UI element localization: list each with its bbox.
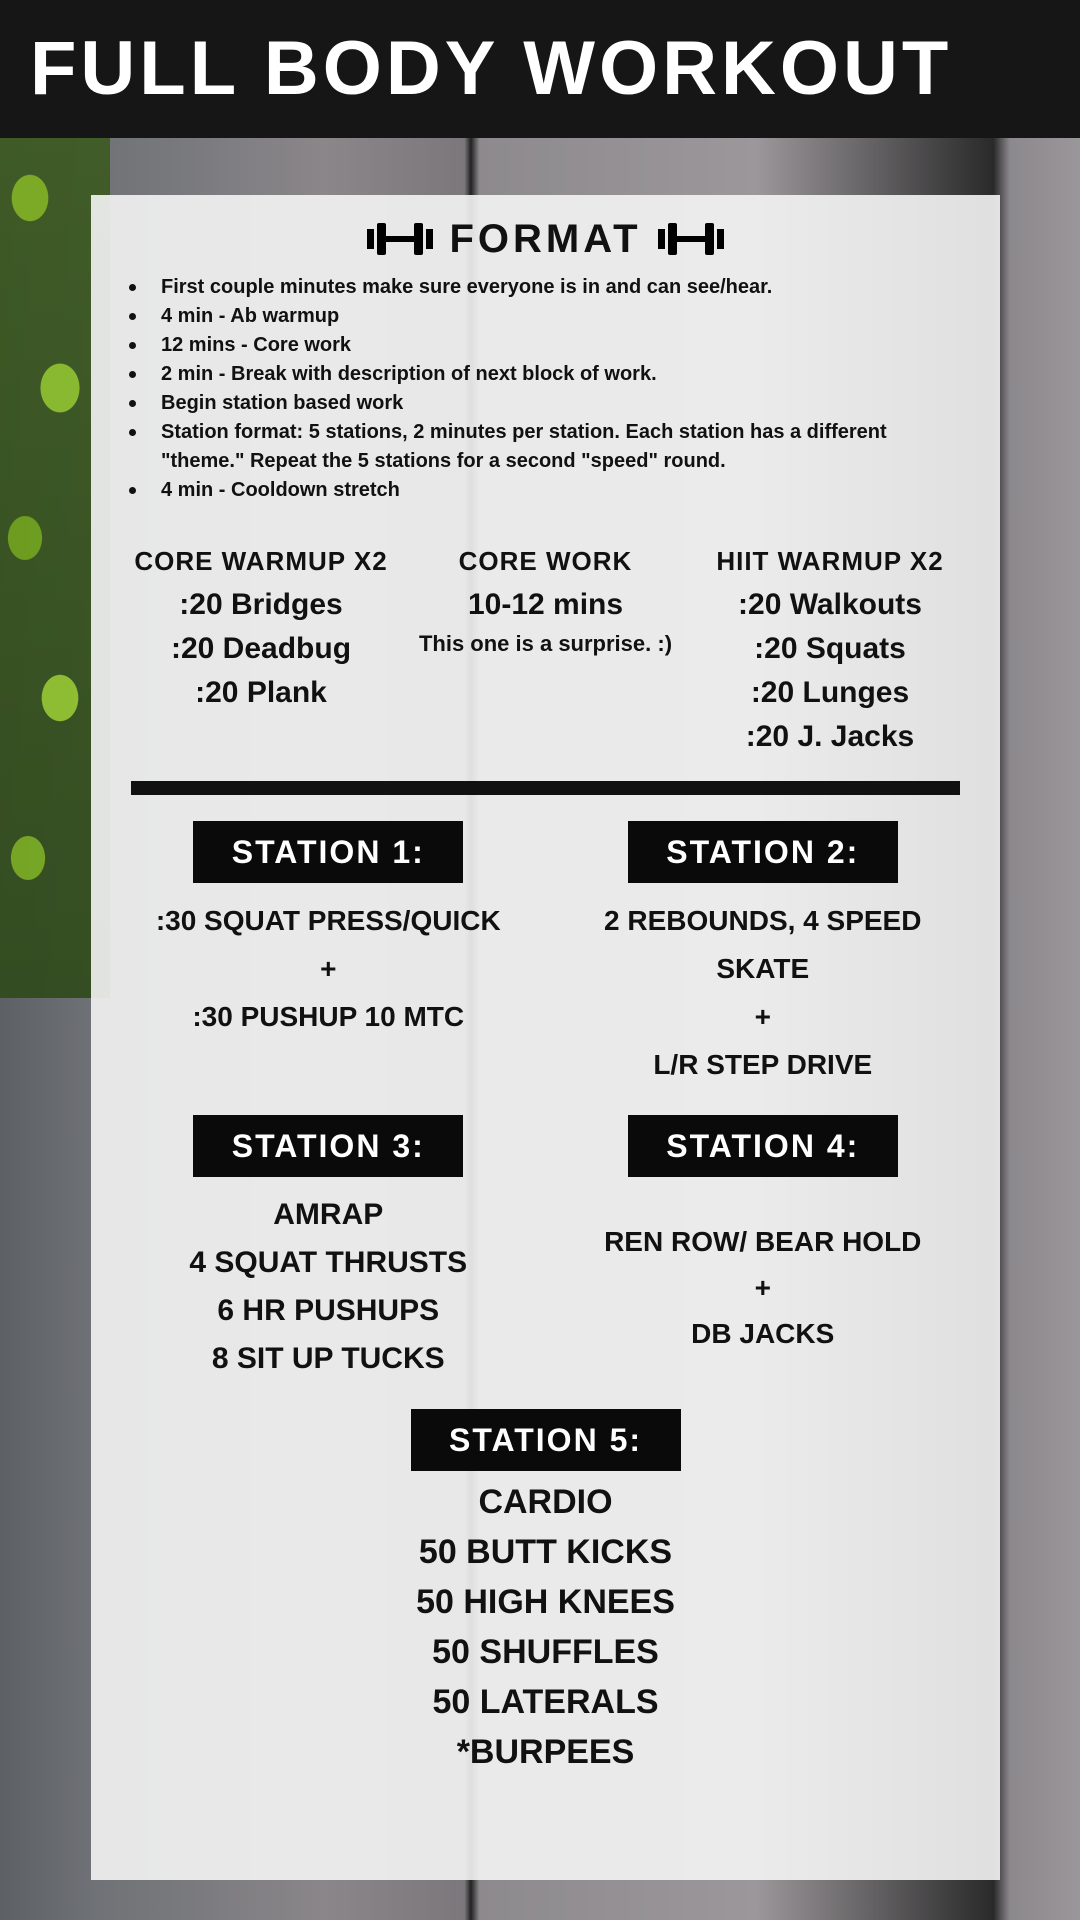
exercise: :20 Deadbug (170, 632, 352, 665)
station-3 (121, 1115, 536, 1383)
exercise: 4 SQUAT THRUSTS (189, 1246, 468, 1279)
exercise: :20 Walkouts (738, 588, 922, 621)
exercise: :20 Bridges (179, 588, 343, 621)
list-item: 4 min - Cooldown stretch (121, 476, 970, 505)
station-4-label: STATION 4: (628, 1115, 898, 1177)
core-warmup-column (121, 539, 401, 759)
exercise: + (754, 1001, 771, 1032)
station-1-label: STATION 1: (193, 821, 463, 883)
exercise: 2 REBOUNDS, 4 SPEED SKATE (604, 905, 922, 984)
exercise: 50 SHUFFLES (432, 1633, 659, 1671)
station-5 (121, 1409, 970, 1777)
exercise: L/R STEP DRIVE (653, 1049, 873, 1080)
exercise: :30 SQUAT PRESS/QUICK (155, 905, 501, 936)
hiit-warmup-column (690, 539, 970, 759)
exercise: :30 PUSHUP 10 MTC (192, 1001, 465, 1032)
station-4-exercises (604, 1191, 921, 1357)
divider (131, 781, 960, 795)
note: This one is a surprise. :) (418, 631, 673, 656)
page-title: FULL BODY WORKOUT (30, 26, 953, 111)
exercise: CARDIO (478, 1483, 613, 1521)
column-heading: CORE WORK (458, 546, 633, 576)
exercise: AMRAP (273, 1198, 384, 1231)
dumbbell-icon (656, 221, 726, 257)
station-2-label: STATION 2: (628, 821, 898, 883)
stations-grid (121, 821, 970, 1383)
station-2 (556, 821, 971, 1089)
format-list (121, 273, 970, 505)
station-4 (556, 1115, 971, 1383)
core-work-column (406, 539, 686, 759)
exercise: + (320, 953, 337, 984)
exercise: REN ROW/ BEAR HOLD (604, 1226, 922, 1257)
exercise: :20 Squats (754, 632, 906, 665)
format-heading (121, 213, 970, 265)
exercise: 6 HR PUSHUPS (217, 1294, 440, 1327)
exercise: 50 BUTT KICKS (418, 1533, 673, 1571)
station-1 (121, 821, 536, 1089)
exercise: :20 Plank (195, 676, 327, 709)
column-heading: CORE WARMUP X2 (134, 546, 388, 576)
exercise: + (754, 1272, 771, 1303)
list-item: 4 min - Ab warmup (121, 302, 970, 331)
exercise: :20 Lunges (750, 676, 910, 709)
list-item: First couple minutes make sure everyone is in and can see/hear. (121, 273, 970, 302)
exercise: 8 SIT UP TUCKS (211, 1342, 445, 1375)
exercise: 50 LATERALS (432, 1683, 659, 1721)
format-title: FORMAT (449, 217, 642, 261)
exercise: DB JACKS (691, 1318, 835, 1349)
header-bar (0, 0, 1080, 138)
exercise: 10-12 mins (467, 588, 624, 621)
exercise: :20 J. Jacks (745, 720, 915, 753)
dumbbell-icon (365, 221, 435, 257)
warmup-columns (121, 539, 970, 759)
station-3-label: STATION 3: (193, 1115, 463, 1177)
exercise: *BURPEES (456, 1733, 635, 1771)
column-heading: HIIT WARMUP X2 (716, 546, 944, 576)
list-item: 2 min - Break with description of next block of work. (121, 360, 970, 389)
list-item: Station format: 5 stations, 2 minutes per station. Each station has a different "theme." Repeat the 5 stations for a second "speed" round. (121, 418, 970, 476)
list-item: Begin station based work (121, 389, 970, 418)
exercise: 50 HIGH KNEES (416, 1583, 675, 1621)
list-item: 12 mins - Core work (121, 331, 970, 360)
workout-card (91, 195, 1000, 1880)
station-5-label: STATION 5: (411, 1409, 681, 1471)
